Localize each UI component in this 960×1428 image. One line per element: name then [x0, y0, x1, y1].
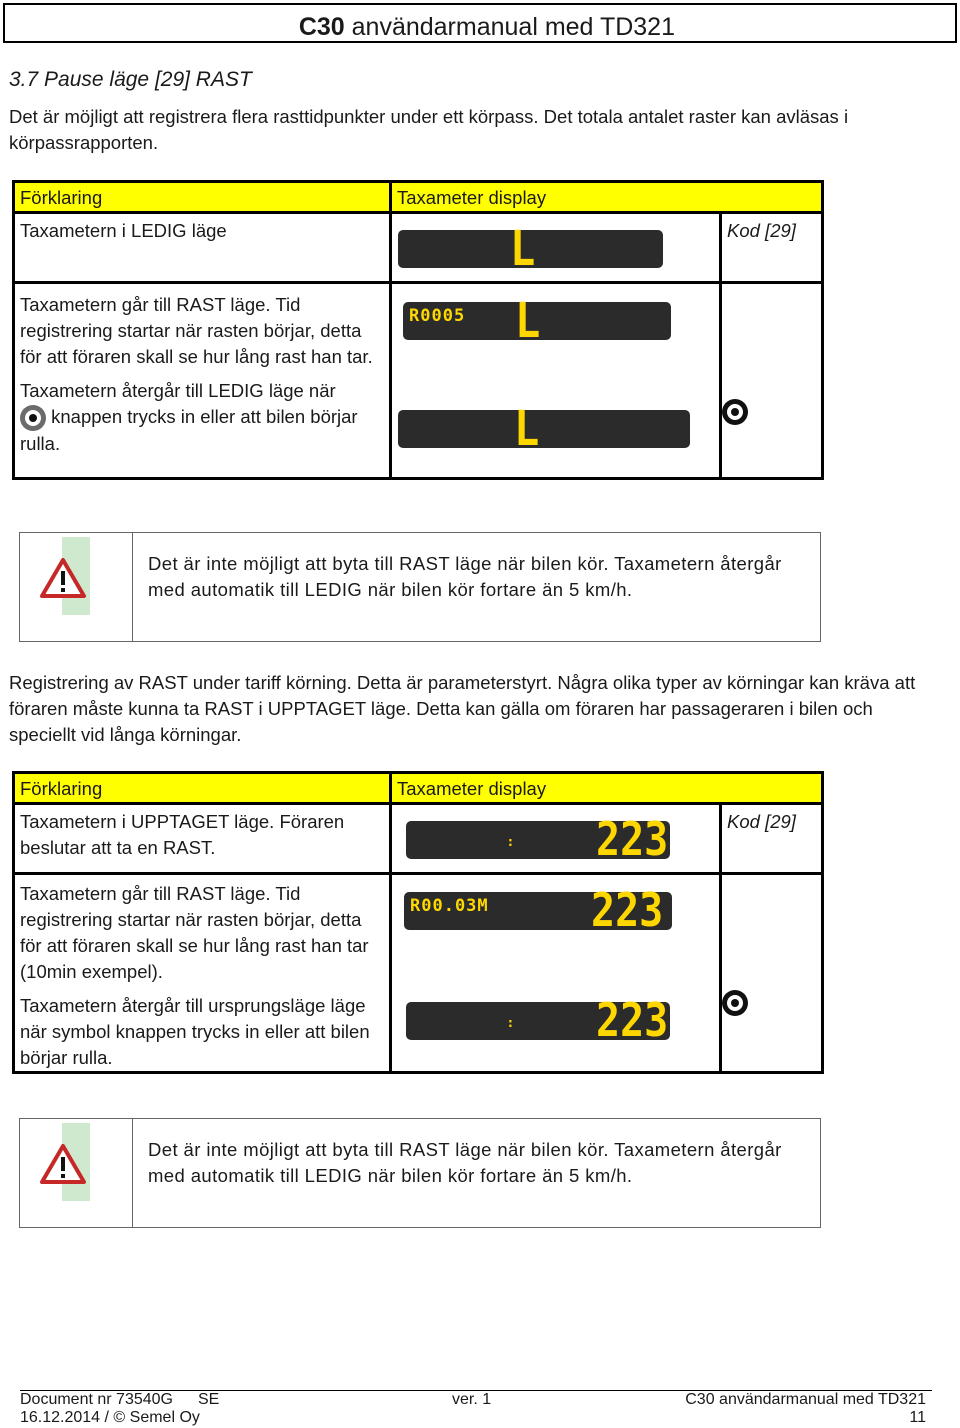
table1-row2-desc: Taxametern går till RAST läge. Tid registrering startar när rasten börjar, detta för att föraren skall se hur lång rast han tar.	[20, 294, 373, 367]
table2-row2-desc: Taxametern går till RAST läge. Tid registrering startar när rasten börjar, detta för att föraren skall se hur lång rast han tar (10min exempel).	[20, 883, 369, 982]
symbol-button-icon	[20, 405, 46, 431]
warning-text: Det är inte möjligt att byta till RAST läge när bilen kör. Taxametern återgår med automatik till LEDIG när bilen kör fortare än 5 km/h.	[148, 553, 782, 600]
header-title: C30 användarmanual med TD321	[298, 13, 675, 41]
display-mode-letter: L	[514, 400, 540, 457]
table1-head-explain: Förklaring	[14, 182, 391, 213]
display-rast-timer: R0005	[409, 306, 466, 326]
display-mode-letter: L	[515, 292, 541, 349]
taxameter-display-upptaget-return	[406, 994, 670, 1048]
warning-triangle-icon	[39, 1143, 87, 1185]
taxameter-display-ledig-return	[398, 400, 690, 457]
table2-head-display: Taxameter display	[391, 773, 823, 804]
warning-box	[19, 532, 821, 642]
table1-row3-desc	[20, 378, 384, 457]
taxameter-display-rast	[403, 292, 671, 349]
page-header	[3, 3, 957, 43]
footer-language: SE	[198, 1391, 220, 1408]
table1-row2-text	[14, 283, 391, 479]
display-indicator: :	[508, 835, 513, 849]
warning-icon-cell	[20, 1119, 133, 1227]
display-mode-letter: L	[510, 220, 536, 277]
footer-date: 16.12.2014 / © Semel Oy	[20, 1409, 200, 1426]
warning-text: Det är inte möjligt att byta till RAST läge när bilen kör. Taxametern återgår med automatik till LEDIG när bilen kör fortare än 5 km/h.	[148, 1139, 782, 1186]
display-fare: 223	[596, 813, 669, 867]
table1-row1-text: Taxametern i LEDIG läge	[14, 213, 391, 283]
warning-icon-cell	[20, 533, 133, 641]
taxameter-display-ledig	[398, 220, 663, 277]
section-title: 3.7 Pause läge [29] RAST	[9, 68, 252, 91]
table2-head-explain: Förklaring	[14, 773, 391, 804]
footer-title: C30 användarmanual med TD321	[685, 1391, 926, 1408]
table1-head-display: Taxameter display	[391, 182, 823, 213]
display-indicator: :	[508, 1016, 513, 1030]
display-fare: 223	[591, 884, 664, 938]
table1-row2-code-cell	[721, 283, 823, 479]
display-rast-timer: R00.03M	[410, 896, 489, 916]
symbol-button-icon	[722, 990, 748, 1016]
table2-row2-code-cell	[721, 874, 823, 1073]
footer-version: ver. 1	[452, 1391, 492, 1408]
table2-row1-code: Kod [29]	[721, 804, 823, 874]
warning-box	[19, 1118, 821, 1228]
display-fare: 223	[596, 994, 669, 1048]
table1-row3-text-a: Taxametern återgår till LEDIG läge när	[20, 380, 336, 401]
footer-doc-number: Document nr 73540G	[20, 1391, 173, 1408]
page-number: 11	[909, 1409, 926, 1426]
taxameter-display-upptaget	[406, 813, 670, 867]
table1-row1-code: Kod [29]	[721, 213, 823, 283]
taxameter-display-rast-tariff	[404, 884, 672, 938]
table2-row3-desc: Taxametern återgår till ursprungsläge läge när symbol knappen trycks in eller att bilen börjar rulla.	[20, 995, 370, 1068]
symbol-button-icon	[722, 399, 748, 425]
warning-triangle-icon	[39, 557, 87, 599]
tariff-paragraph: Registrering av RAST under tariff körning. Detta är parameterstyrt. Några olika typer av körningar kan kräva att föraren måste kunna ta RAST i UPPTAGET läge. Detta kan gälla om föraren har passageraren i bilen och speciellt vid långa körningar.	[9, 672, 916, 745]
table2-row2-text	[14, 874, 391, 1073]
intro-paragraph: Det är möjligt att registrera flera rasttidpunkter under ett körpass. Det totala antalet raster kan avläsas i körpassrapporten.	[9, 106, 849, 153]
table1-row3-text-b: knappen trycks in eller att bilen börjar rulla.	[20, 406, 358, 455]
table2-row1-text: Taxametern i UPPTAGET läge. Föraren beslutar att ta en RAST.	[14, 804, 391, 874]
